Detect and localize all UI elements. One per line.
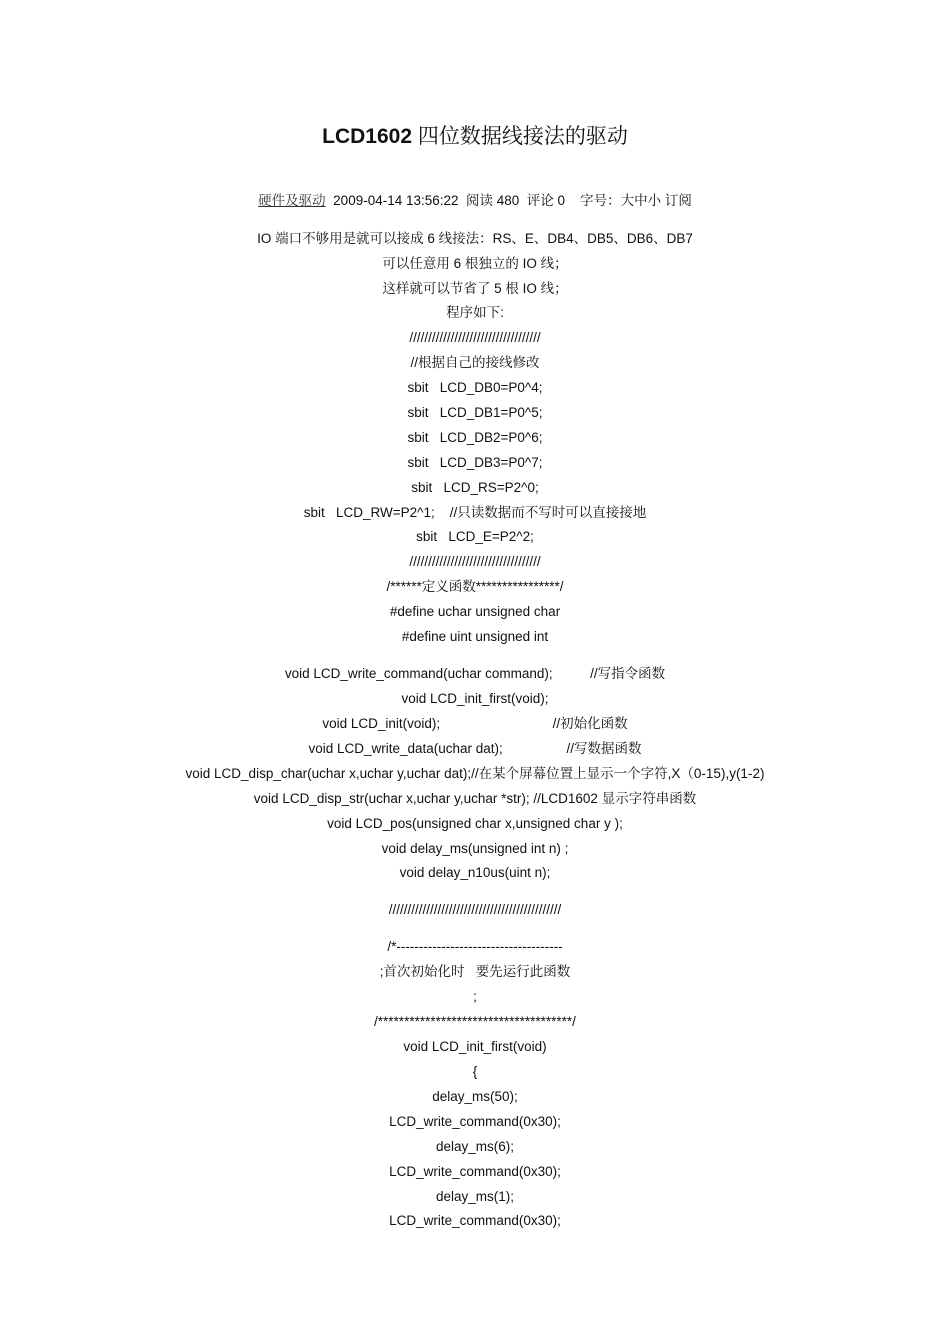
- code-line: ///////////////////////////////////: [409, 330, 541, 345]
- code-line: void LCD_init_first(void);: [401, 691, 549, 706]
- code-line: void LCD_write_command(uchar command); //写指令函数: [284, 666, 666, 681]
- code-line: LCD_write_command(0x30);: [389, 1164, 561, 1179]
- code-line: void LCD_disp_char(uchar x,uchar y,uchar dat);//在某个屏幕位置上显示一个字符,X（0-15),y(1-2): [185, 766, 765, 781]
- code-line: sbit LCD_DB2=P0^6;: [407, 430, 543, 445]
- post-details: 2009-04-14 13:56:22 阅读 480 评论 0 字号：大中小 订阅: [325, 193, 692, 208]
- code-line: void LCD_init(void); //初始化函数: [322, 716, 628, 731]
- code-line: #define uint unsigned int: [401, 629, 549, 644]
- post-meta: [0, 190, 950, 212]
- code-line: LCD_write_command(0x30);: [389, 1114, 561, 1129]
- code-line: /*************************************/: [374, 1014, 576, 1029]
- document-title: [0, 120, 950, 153]
- code-line: //////////////////////////////////////////////: [388, 902, 562, 917]
- code-line: {: [472, 1064, 478, 1079]
- code-line: delay_ms(6);: [435, 1139, 515, 1154]
- code-line: delay_ms(1);: [435, 1189, 515, 1204]
- text-line: IO 端口不够用是就可以接成 6 线接法：RS、E、DB4、DB5、DB6、DB7: [257, 231, 693, 246]
- code-line: #define uchar unsigned char: [389, 604, 561, 619]
- code-line: void LCD_init_first(void): [403, 1039, 547, 1054]
- title-text: 四位数据线接法的驱动: [417, 124, 628, 148]
- code-line: void delay_n10us(uint n);: [399, 865, 551, 880]
- code-line: delay_ms(50);: [432, 1089, 518, 1104]
- code-line: ;首次初始化时 要先运行此函数: [379, 964, 571, 979]
- category-link[interactable]: 硬件及驱动: [258, 193, 326, 208]
- code-line: LCD_write_command(0x30);: [389, 1213, 561, 1228]
- code-line: sbit LCD_DB3=P0^7;: [407, 455, 543, 470]
- code-line: //根据自己的接线修改: [410, 355, 540, 370]
- code-line: /******定义函数****************/: [386, 579, 564, 594]
- code-line: sbit LCD_DB1=P0^5;: [407, 405, 543, 420]
- code-line: /*-------------------------------------: [387, 939, 563, 954]
- code-line: sbit LCD_DB0=P0^4;: [407, 380, 543, 395]
- code-line: sbit LCD_RS=P2^0;: [411, 480, 539, 495]
- code-line: void LCD_write_data(uchar dat); //写数据函数: [308, 741, 642, 756]
- code-line: void LCD_pos(unsigned char x,unsigned char y );: [327, 816, 623, 831]
- text-line: 程序如下:: [446, 305, 504, 320]
- text-line: 这样就可以节省了 5 根 IO 线；: [382, 281, 568, 296]
- code-line: sbit LCD_RW=P2^1; //只读数据而不写时可以直接接地: [303, 505, 647, 520]
- code-line: ;: [473, 989, 477, 1004]
- code-line: ///////////////////////////////////: [409, 554, 541, 569]
- title-model: LCD1602: [322, 125, 413, 148]
- code-line: sbit LCD_E=P2^2;: [416, 529, 534, 544]
- text-line: 可以任意用 6 根独立的 IO 线；: [382, 256, 568, 271]
- code-line: void LCD_disp_str(uchar x,uchar y,uchar *str); //LCD1602 显示字符串函数: [253, 791, 697, 806]
- code-line: void delay_ms(unsigned int n) ;: [381, 841, 569, 856]
